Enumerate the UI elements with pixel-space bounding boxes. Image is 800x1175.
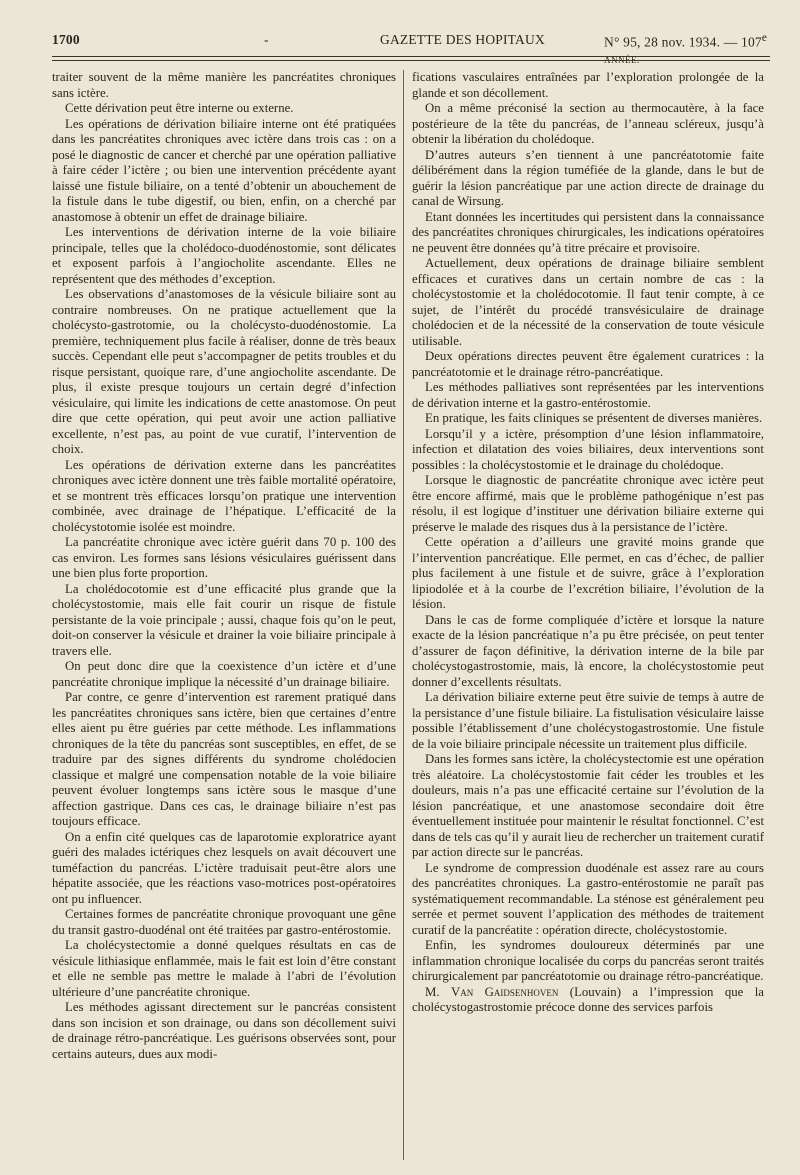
paragraph: La cholédocotomie est d’une efficacité plus grande que la cholécystostomie, mais elle fait courir un risque de fistule persistante de la voie principale ; aussi, chaque fois qu’on le peut, doit-on conserver la vésicule et drainer la voie biliaire principale à travers elle.	[52, 581, 396, 658]
paragraph: fications vasculaires entraînées par l’exploration prolongée de la glande et son décollement.	[412, 70, 764, 100]
paragraph: On a même préconisé la section au thermocautère, à la face postérieure de la tête du pancréas, de l’anneau scléreux, jusqu’à obtenir la libération du cholédoque.	[412, 101, 764, 146]
paragraph: Le syndrome de compression duodénale est assez rare au cours des pancréatites chroniques. La gastro-entérostomie ne paraît pas systématiquement recommandable. La sténose est généralement peu serrée et permet souvent l’application des méthodes de traitement curatif de la pancréatite : opération directe, cholécystostomie.	[412, 860, 764, 937]
paragraph: La cholécystectomie a donné quelques résultats en cas de vésicule lithiasique enflammée, mais le fait est loin d’être constant et elle ne semble pas mettre le malade à l’abri de l’évolution ultérieure d’une pancréatite chronique.	[52, 938, 396, 999]
paragraph: Cette opération a d’ailleurs une gravité moins grande que l’intervention pancréatique. Elle permet, en cas d’échec, de pallier plus facilement à une fistule et de suivre, grâce à l’exploration lipiodolée et à la courbe de l’excrétion biliaire, l’évolution de la lésion.	[412, 535, 764, 611]
right-column	[412, 70, 764, 1016]
journal-title: GAZETTE DES HOPITAUX	[380, 32, 545, 47]
paragraph: Deux opérations directes peuvent être également curatrices : la pancréatotomie et le drainage rétro-pancréatique.	[412, 349, 764, 379]
header-rule	[52, 56, 770, 57]
paragraph: Cette dérivation peut être interne ou externe.	[65, 101, 294, 115]
issue-annee: ANNÉE.	[604, 54, 640, 65]
left-column	[52, 70, 396, 1062]
paragraph: Les opérations de dérivation externe dans les pancréatites chroniques avec ictère donnent une très faible mortalité opératoire, et se montrent très efficaces lorsqu’on pratique une intervention combinée, avec drainage de l’hépatique. L’efficacité de la cholécystotomie isolée est moindre.	[52, 457, 396, 534]
paragraph: Les interventions de dérivation interne de la voie biliaire principale, telles que la cholédoco-duodénostomie, sont délicates et exposent parfois à l’angiocholite ascendante. Elles ne représentent que des méthodes d’exception.	[52, 225, 396, 286]
paragraph: Les opérations de dérivation biliaire interne ont été pratiquées dans les pancréatites chroniques avec ictère dans trois cas : on a posé le diagnostic de cancer et cherché par une opération palliative à faire céder l’ictère ; ou bien une intervention précédente ayant laissé une fistule biliaire, on a tenté d’obtenir un abouchement de la fistule dans le tube digestif, ou bien, enfin, on a cherché par anastomose à obtenir un effet de drainage biliaire.	[52, 116, 396, 224]
paragraph: traiter souvent de la même manière les pancréatites chroniques sans ictère.	[52, 70, 396, 100]
page-number: 1700	[52, 32, 80, 47]
speaker-text: (Louvain) a l’impression que la cholécystogastrostomie précoce donne des services parfois	[412, 984, 764, 1014]
paragraph: On peut donc dire que la coexistence d’un ictère et d’une pancréatite chronique implique la nécessité d’un drainage biliaire.	[52, 659, 396, 689]
paragraph: Actuellement, deux opérations de drainage biliaire semblent efficaces et curatives dans un certain nombre de cas : la cholécystostomie et la cholédocotomie. Il faut tenir compte, à ce sujet, de l’intérêt du procédé transvésiculaire de drainage cholédocien et de la nécessité de la conservation de toute vésicule utilisable.	[412, 256, 764, 348]
paragraph: Les observations d’anastomoses de la vésicule biliaire sont au contraire nombreuses. On ne pratique actuellement que la cholécysto-gastrotomie, ou la cholécysto-duodénostomie. La première, techniquement plus facile à réaliser, donne de très beaux succès. Cependant elle peut s’accompagner de petits troubles et du risque persistant, quoique rare, d’une angiocholite ascendante. De plus, il existe presque toujours un certain degré d’infection vésiculaire, qui limite les indications de cette anastomose. On peut dire que cette opération, qui peut avoir une action palliative excellente, n’est pas, au point de vue curatif, l’intervention de choix.	[52, 287, 396, 456]
column-divider	[403, 70, 404, 1160]
paragraph: Dans les formes sans ictère, la cholécystectomie est une opération très aléatoire. La cholécystostomie fait céder les troubles et les douleurs, mais n’a pas une efficacité certaine sur l’évolution de la lésion pancréatique, et une anastomose secondaire doit être éventuellement instituée pour maintenir le résultat fonctionnel. C’est dans de tels cas qu’il y aurait lieu de rechercher un traitement curatif par action directe sur le pancréas.	[412, 752, 764, 859]
paragraph-last	[412, 985, 764, 1016]
issue-info	[604, 32, 770, 67]
paragraph: On a enfin cité quelques cas de laparotomie exploratrice ayant guéri des malades ictériques chez lesquels on avait découvert une tuméfaction du pancréas. L’ictère traduisait peut-être alors une hépatite associée, que les réactions vaso-motrices post-opératoires ont pu influencer.	[52, 829, 396, 906]
speaker-name: Van Gaidsenhoven	[451, 984, 559, 999]
paragraph: La pancréatite chronique avec ictère guérit dans 70 p. 100 des cas environ. Les formes sans lésions vésiculaires guérissent dans une bien plus forte proportion.	[52, 535, 396, 580]
paragraph: En pratique, les faits cliniques se présentent de diverses manières.	[425, 411, 763, 425]
header-rule-thin	[52, 60, 770, 61]
issue-sup: e	[761, 32, 768, 44]
paragraph: Les méthodes palliatives sont représentées par les interventions de dérivation interne et la gastro-entérostomie.	[412, 380, 764, 410]
speaker-prefix: M.	[425, 984, 451, 999]
paragraph: Par contre, ce genre d’intervention est rarement pratiqué dans les pancréatites chroniques sans ictère, bien que certaines d’entre elles aient pu être guéries par cette méthode. Les inflammations chroniques de la tête du pancréas sont susceptibles, en effet, de se traduire par des signes différents du syndrome cholédocien classique et malgré une compensation notable de la voie biliaire peuvent évoluer longtemps sans ictère sous le masque d’une affection gastrique. Dans ces cas, le drainage biliaire n’est pas toujours efficace.	[52, 690, 396, 828]
paragraph: Les méthodes agissant directement sur le pancréas consistent dans son incision et son drainage, ou dans son décollement suivi de drainage rétro-pancréatique. Les guérisons observées sont, pour certains auteurs, dues aux modi-	[52, 1000, 396, 1061]
header-dash: -	[264, 32, 269, 47]
paragraph: La dérivation biliaire externe peut être suivie de temps à autre de la persistance d’une fistule biliaire. La fistulisation vésiculaire laisse possible l’établissement d’une cholécystogastrostomie. Une fistule de la voie biliaire principale nécessite un traitement plus difficile.	[412, 690, 764, 751]
paragraph: Dans le cas de forme compliquée d’ictère et lorsque la nature exacte de la lésion pancréatique n’a pu être précisée, on peut tenter d’assurer de façon définitive, la dérivation interne de la bile par cholécystogastrostomie, mais, là encore, la cholécystostomie peut donner d’excellents résultats.	[412, 612, 764, 689]
paragraph: Lorsque le diagnostic de pancréatite chronique avec ictère peut être encore affirmé, mais que le problème pathogénique n’est pas résolu, il est logique d’instituer une dérivation biliaire externe qui préserve le malade des risques dus à la persistance de l’ictère.	[412, 473, 764, 534]
paragraph: Certaines formes de pancréatite chronique provoquant une gêne du transit gastro-duodénal ont été traitées par gastro-entérostomie.	[52, 907, 396, 937]
paragraph: D’autres auteurs s’en tiennent à une pancréatotomie faite délibérément dans la région tuméfiée de la glande, dans le but de guérir la lésion pancréatique par une action directe de drainage du canal de Wirsung.	[412, 147, 764, 208]
paragraph: Etant données les incertitudes qui persistent dans la connaissance des pancréatites chroniques chirurgicales, les indications opératoires ne peuvent être données qu’à titre précaire et provisoire.	[412, 209, 764, 255]
paragraph: Lorsqu’il y a ictère, présomption d’une lésion inflammatoire, infection et dilatation des voies biliaires, deux interventions sont possibles : la cholécystostomie et le drainage du cholédoque.	[412, 426, 764, 472]
issue-text: N° 95, 28 nov. 1934. — 107	[604, 34, 762, 50]
page-header	[52, 28, 770, 65]
paragraph: Enfin, les syndromes douloureux déterminés par une inflammation chronique localisée du corps du pancréas seront traités chirurgicalement par pancréatotomie ou drainage rétro-pancréatique.	[412, 938, 764, 983]
